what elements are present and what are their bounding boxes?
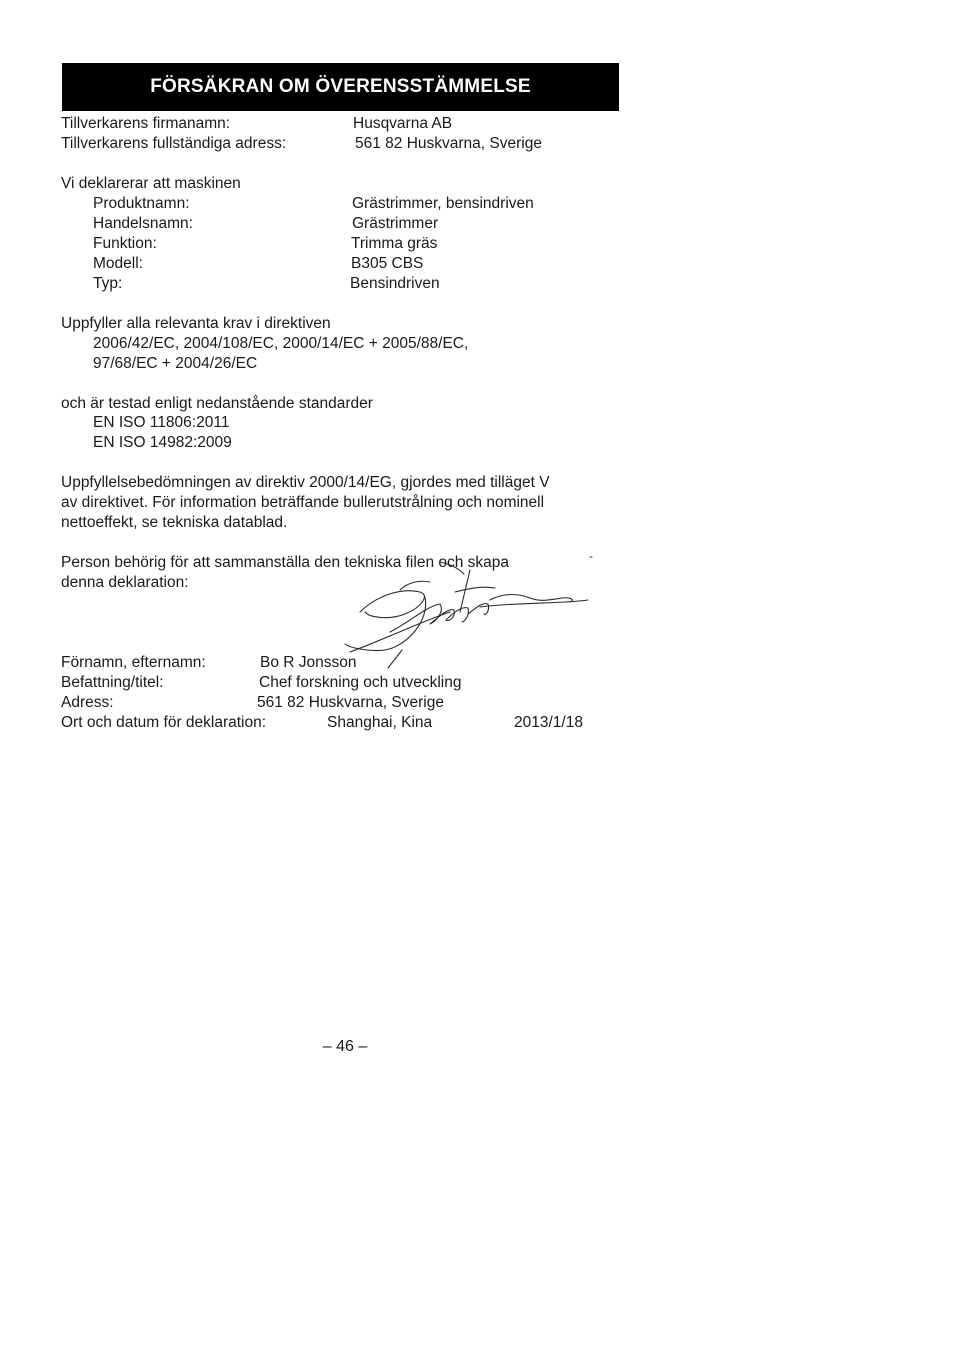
standard-item: EN ISO 14982:2009 [93,434,232,451]
document-title: FÖRSÄKRAN OM ÖVERENSSTÄMMELSE [62,63,619,111]
signatory-name-value: Bo R Jonsson [260,654,357,671]
standard-item: EN ISO 11806:2011 [93,414,230,431]
product-name-label: Produktnamn: [93,195,190,212]
directives-line-2: 97/68/EC + 2004/26/EC [93,355,258,372]
declaration-place-label: Ort och datum för deklaration: [61,714,267,731]
manufacturer-address-label: Tillverkarens fullständiga adress: [61,135,287,152]
signatory-title-label: Befattning/titel: [61,674,164,691]
assessment-line-1: Uppfyllelsebedömningen av direktiv 2000/14/EG, gjordes med tilläget V [61,474,550,491]
standards-intro: och är testad enligt nedanstående standarder [61,395,373,412]
trade-name-value: Grästrimmer [352,215,439,232]
trade-name-label: Handelsnamn: [93,215,193,232]
manufacturer-name-value: Husqvarna AB [353,115,453,132]
manufacturer-name-label: Tillverkarens firmanamn: [61,115,231,132]
page-number: – 46 – [322,1038,368,1055]
responsible-line-1: Person behörig för att sammanställa den tekniska filen och skapa [61,554,510,571]
type-value: Bensindriven [350,275,440,292]
directives-line-1: 2006/42/EC, 2004/108/EC, 2000/14/EC + 2005/88/EC, [93,335,469,352]
model-label: Modell: [93,255,143,272]
signatory-name-label: Förnamn, efternamn: [61,654,206,671]
type-label: Typ: [93,275,123,292]
directives-intro: Uppfyller alla relevanta krav i direktiven [61,315,331,332]
signatory-address-value: 561 82 Huskvarna, Sverige [257,694,444,711]
signatory-title-value: Chef forskning och utveckling [259,674,462,691]
assessment-line-2: av direktivet. För information beträffande bullerutstrålning och nominell [61,494,545,511]
manufacturer-address-value: 561 82 Huskvarna, Sverige [355,135,542,152]
machine-intro: Vi deklarerar att maskinen [61,175,241,192]
margin-mark: - [589,549,593,563]
product-name-value: Grästrimmer, bensindriven [352,195,534,212]
function-label: Funktion: [93,235,157,252]
model-value: B305 CBS [351,255,424,272]
responsible-line-2: denna deklaration: [61,574,189,591]
signatory-address-label: Adress: [61,694,114,711]
assessment-line-3: nettoeffekt, se tekniska datablad. [61,514,288,531]
declaration-place-value: Shanghai, Kina [327,714,433,731]
function-value: Trimma gräs [351,235,438,252]
signature [330,552,600,672]
declaration-date-value: 2013/1/18 [514,714,583,731]
